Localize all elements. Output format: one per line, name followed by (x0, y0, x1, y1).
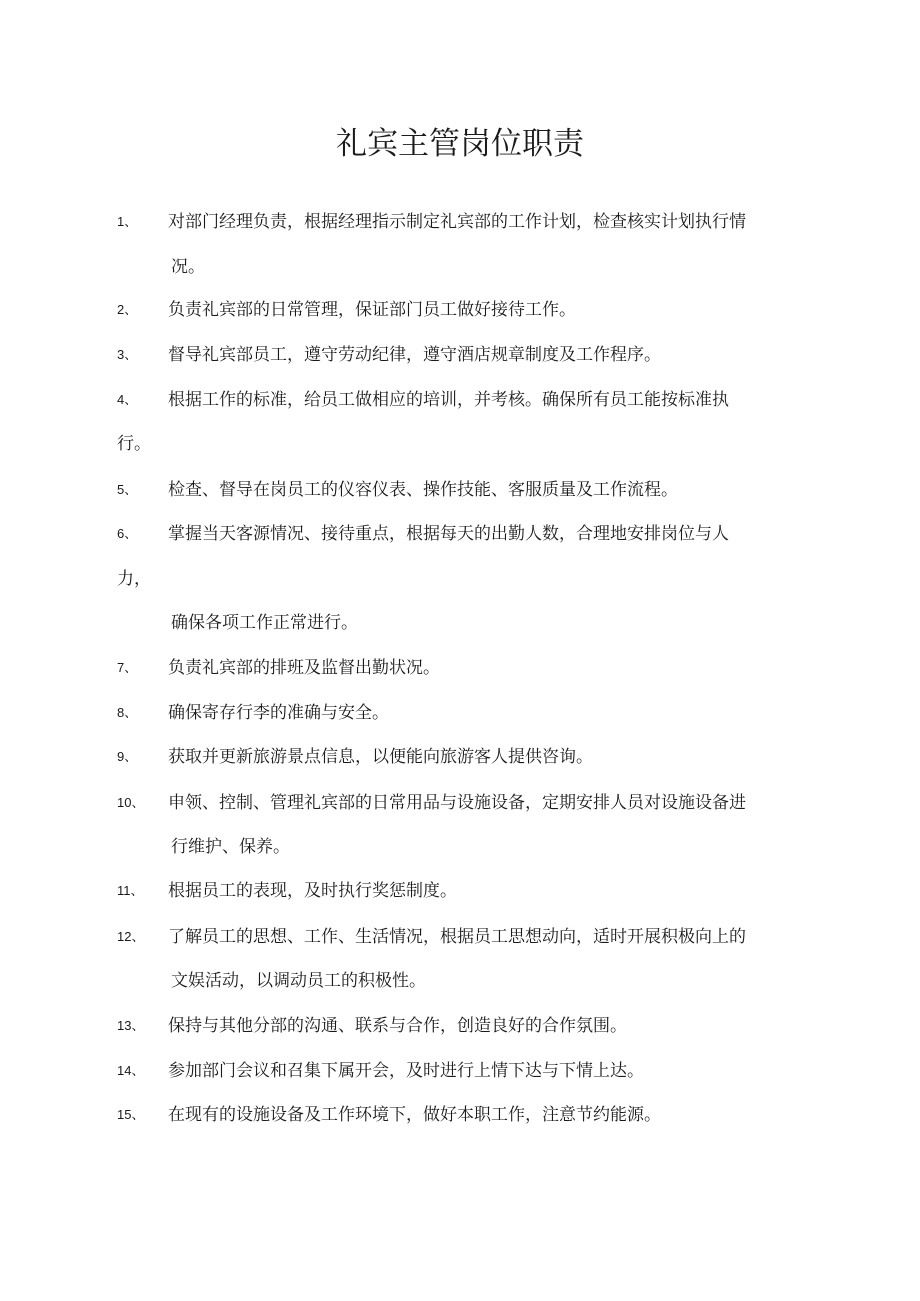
item-continuation: 况。 (171, 257, 205, 277)
item-continuation: 确保各项工作正常进行。 (171, 613, 358, 633)
item-text: 督导礼宾部员工，遵守劳动纪律，遵守酒店规章制度及工作程序。 (168, 345, 661, 365)
item-number: 9、 (117, 749, 138, 764)
item-text: 根据工作的标准，给员工做相应的培训，并考核。确保所有员工能按标准执 (168, 390, 729, 410)
item-number: 14、 (117, 1063, 145, 1078)
item-number: 7、 (117, 660, 138, 675)
item-text: 根据员工的表现，及时执行奖惩制度。 (168, 881, 457, 901)
item-wrap: 力， (117, 569, 151, 589)
item-number: 12、 (117, 929, 145, 944)
item-text: 掌握当天客源情况、接待重点，根据每天的出勤人数，合理地安排岗位与人 (168, 524, 729, 544)
item-text: 在现有的设施设备及工作环境下，做好本职工作，注意节约能源。 (168, 1105, 661, 1125)
item-number: 6、 (117, 526, 138, 541)
item-text: 负责礼宾部的日常管理，保证部门员工做好接待工作。 (168, 300, 576, 320)
item-text: 参加部门会议和召集下属开会，及时进行上情下达与下情上达。 (168, 1061, 644, 1081)
item-text: 保持与其他分部的沟通、联系与合作，创造良好的合作氛围。 (168, 1016, 627, 1036)
item-number: 11、 (117, 883, 144, 898)
item-number: 3、 (117, 347, 138, 362)
item-number: 5、 (117, 482, 138, 497)
item-text: 对部门经理负责，根据经理指示制定礼宾部的工作计划，检查核实计划执行情 (168, 212, 746, 232)
item-number: 4、 (117, 392, 138, 407)
item-continuation: 文娱活动，以调动员工的积极性。 (171, 971, 426, 991)
item-number: 15、 (117, 1107, 145, 1122)
item-text: 申领、控制、管理礼宾部的日常用品与设施设备，定期安排人员对设施设备进 (168, 793, 746, 813)
item-text: 了解员工的思想、工作、生活情况，根据员工思想动向，适时开展积极向上的 (168, 927, 746, 947)
item-text: 负责礼宾部的排班及监督出勤状况。 (168, 658, 440, 678)
item-continuation: 行维护、保养。 (171, 837, 290, 857)
item-number: 8、 (117, 705, 138, 720)
item-number: 1、 (117, 214, 138, 229)
item-number: 2、 (117, 302, 138, 317)
item-text: 确保寄存行李的准确与安全。 (168, 703, 389, 723)
item-number: 13、 (117, 1018, 145, 1033)
item-number: 10、 (117, 795, 145, 810)
item-text: 获取并更新旅游景点信息，以便能向旅游客人提供咨询。 (168, 747, 593, 767)
page-title: 礼宾主管岗位职责 (336, 126, 584, 162)
item-wrap: 行。 (117, 434, 151, 454)
item-text: 检查、督导在岗员工的仪容仪表、操作技能、客服质量及工作流程。 (168, 480, 678, 500)
